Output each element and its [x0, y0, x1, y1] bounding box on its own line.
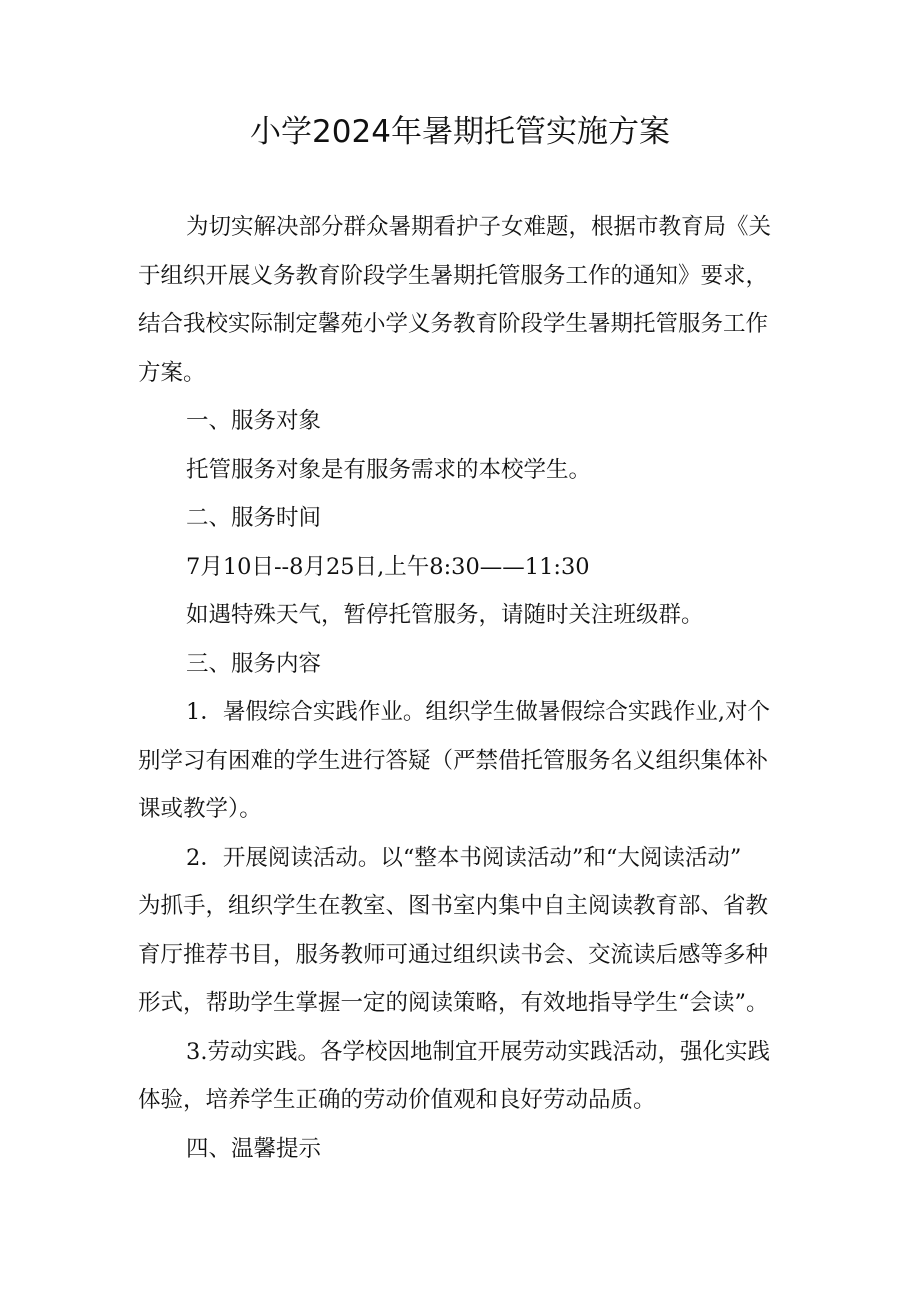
text-line: 课或教学）。	[138, 796, 262, 822]
content-item-2-paragraph	[138, 834, 790, 1028]
section-heading: 二、服务时间	[186, 505, 322, 531]
page-title: 小学2024年暑期托管实施方案	[250, 114, 670, 150]
text-line: 为切实解决部分群众暑期看护子女难题，根据市教育局《关	[186, 214, 772, 240]
service-target-paragraph	[138, 446, 790, 495]
text-line: 2．开展阅读活动。以“整本书阅读活动”和“大阅读活动”	[186, 844, 742, 871]
text-line: 如遇特殊天气，暂停托管服务，请随时关注班级群。	[186, 602, 704, 628]
text-line: 别学习有困难的学生进行答疑（严禁借托管服务名义组织集体补	[138, 747, 769, 774]
document-body	[138, 203, 790, 1173]
content-item-3-paragraph	[138, 1028, 790, 1125]
text-line: 育厅推荐书目，服务教师可通过组织读书会、交流读后感等多种	[138, 941, 769, 968]
intro-paragraph	[138, 203, 790, 397]
content-item-1-paragraph	[138, 688, 790, 834]
section-heading: 四、温馨提示	[186, 1135, 322, 1162]
text-line: 托管服务对象是有服务需求的本校学生。	[186, 456, 592, 483]
text-line: 7月10日--8月25日,上午8:30——11:30	[186, 553, 590, 580]
text-line: 结合我校实际制定馨苑小学义务教育阶段学生暑期托管服务工作	[138, 311, 769, 337]
text-line: 形式，帮助学生掌握一定的阅读策略，有效地指导学生“会读”。	[138, 990, 769, 1016]
text-line: 体验，培养学生正确的劳动价值观和良好劳动品质。	[138, 1087, 656, 1113]
section-heading: 一、服务对象	[186, 408, 322, 434]
weather-notice-paragraph	[138, 591, 790, 640]
section-heading-service-target	[138, 397, 790, 446]
text-line: 于组织开展义务教育阶段学生暑期托管服务工作的通知》要求，	[138, 262, 769, 289]
text-line: 1．暑假综合实践作业。组织学生做暑假综合实践作业,对个	[186, 699, 770, 725]
section-heading-tips	[138, 1125, 790, 1174]
section-heading: 三、服务内容	[186, 650, 322, 677]
section-heading-service-time	[138, 494, 790, 543]
text-line: 为抓手，组织学生在教室、图书室内集中自主阅读教育部、省教	[138, 893, 769, 919]
service-time-paragraph	[138, 543, 790, 592]
section-heading-service-content	[138, 640, 790, 689]
text-line: 3.劳动实践。各学校因地制宜开展劳动实践活动，强化实践	[186, 1038, 770, 1065]
text-line: 方案。	[138, 359, 206, 386]
